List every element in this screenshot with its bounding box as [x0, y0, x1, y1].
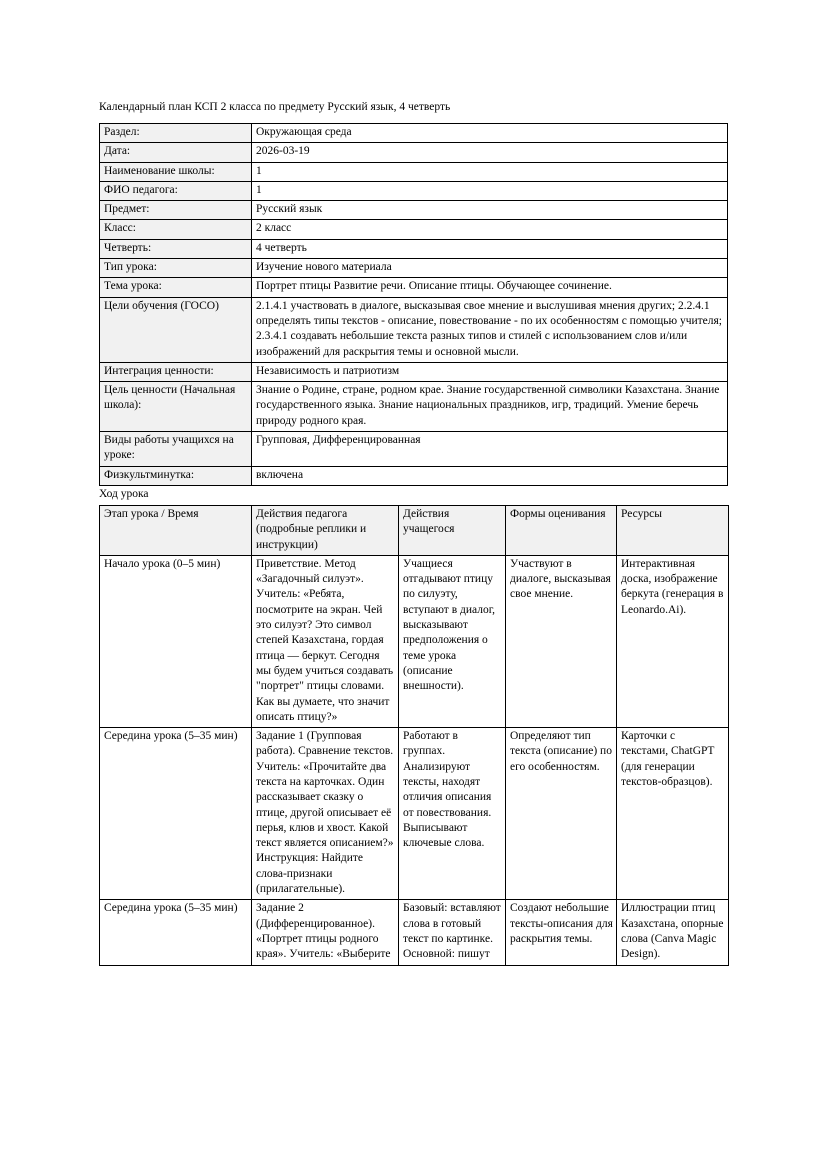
- table-row: [100, 278, 728, 297]
- lesson-flow-table: [99, 505, 729, 966]
- lesson-info-table: [99, 123, 728, 486]
- cell-student-actions: Базовый: вставляют слова в готовый текст по картинке. Основной: пишут: [399, 900, 506, 965]
- info-label: Виды работы учащихся на уроке:: [100, 432, 252, 467]
- cell-teacher-actions: Задание 1 (Групповая работа). Сравнение текстов. Учитель: «Прочитайте два текста на карточках. Один рассказывает сказку о птице, другой описывает её перья, клюв и хвост. Какой текст является описанием?» Инструкция: Найдите слова-признаки (прилагательные).: [252, 728, 399, 900]
- cell-resources: Иллюстрации птиц Казахстана, опорные слова (Canva Magic Design).: [617, 900, 729, 965]
- column-header-teacher-actions: Действия педагога (подробные реплики и инструкции): [252, 505, 399, 555]
- lesson-flow-clip: [99, 505, 735, 1071]
- table-row: [100, 728, 729, 900]
- table-row: [100, 900, 729, 965]
- info-label: Тип урока:: [100, 259, 252, 278]
- column-header-stage: Этап урока / Время: [100, 505, 252, 555]
- cell-teacher-actions: Приветствие. Метод «Загадочный силуэт». Учитель: «Ребята, посмотрите на экран. Чей это силуэт? Это символ степей Казахстана, гордая птица — беркут. Сегодня мы будем учиться создавать "портрет" птицы словами. Как вы думаете, что значит описать птицу?»: [252, 555, 399, 727]
- cell-assessment: Определяют тип текста (описание) по его особенностям.: [506, 728, 617, 900]
- table-row: [100, 466, 728, 485]
- info-value: Портрет птицы Развитие речи. Описание птицы. Обучающее сочинение.: [252, 278, 728, 297]
- column-header-resources: Ресурсы: [617, 505, 729, 555]
- info-value: 2 класс: [252, 220, 728, 239]
- table-row: [100, 124, 728, 143]
- table-row: [100, 143, 728, 162]
- cell-stage: Начало урока (0–5 мин): [100, 555, 252, 727]
- cell-stage: Середина урока (5–35 мин): [100, 728, 252, 900]
- cell-teacher-actions: Задание 2 (Дифференцированное). «Портрет птицы родного края». Учитель: «Выберите: [252, 900, 399, 965]
- info-label: Физкультминутка:: [100, 466, 252, 485]
- info-label: Четверть:: [100, 239, 252, 258]
- info-label: ФИО педагога:: [100, 181, 252, 200]
- table-header-row: [100, 505, 729, 555]
- info-value: Групповая, Дифференцированная: [252, 432, 728, 467]
- table-row: [100, 162, 728, 181]
- info-label: Цель ценности (Начальная школа):: [100, 382, 252, 432]
- table-row: [100, 259, 728, 278]
- info-label: Интеграция ценности:: [100, 362, 252, 381]
- info-value: 1: [252, 181, 728, 200]
- info-value: Изучение нового материала: [252, 259, 728, 278]
- info-label: Цели обучения (ГОСО): [100, 297, 252, 362]
- page-title: Календарный план КСП 2 класса по предмету Русский язык, 4 четверть: [99, 101, 451, 113]
- lesson-flow-caption: Ход урока: [99, 487, 149, 500]
- info-value: Русский язык: [252, 201, 728, 220]
- table-row: [100, 181, 728, 200]
- table-row: [100, 432, 728, 467]
- info-value: Окружающая среда: [252, 124, 728, 143]
- table-row: [100, 220, 728, 239]
- info-label: Тема урока:: [100, 278, 252, 297]
- cell-student-actions: Учащиеся отгадывают птицу по силуэту, вступают в диалог, высказывают предположения о теме урока (описание внешности).: [399, 555, 506, 727]
- table-row: [100, 297, 728, 362]
- column-header-student-actions: Действия учащегося: [399, 505, 506, 555]
- info-label: Наименование школы:: [100, 162, 252, 181]
- lesson-flow-body: [100, 555, 729, 965]
- column-header-assessment: Формы оценивания: [506, 505, 617, 555]
- table-row: [100, 382, 728, 432]
- info-value: 4 четверть: [252, 239, 728, 258]
- info-value: Независимость и патриотизм: [252, 362, 728, 381]
- cell-stage: Середина урока (5–35 мин): [100, 900, 252, 965]
- table-row: [100, 201, 728, 220]
- info-value: 1: [252, 162, 728, 181]
- table-row: [100, 362, 728, 381]
- cell-assessment: Участвуют в диалоге, высказывая свое мнение.: [506, 555, 617, 727]
- info-value: Знание о Родине, стране, родном крае. Знание государственной символики Казахстана. Знание государственного языка. Знание национальных праздников, игр, традиций. Умение беречь природу родного края.: [252, 382, 728, 432]
- cell-assessment: Создают небольшие тексты-описания для раскрытия темы.: [506, 900, 617, 965]
- table-row: [100, 239, 728, 258]
- info-label: Предмет:: [100, 201, 252, 220]
- cell-student-actions: Работают в группах. Анализируют тексты, находят отличия описания от повествования. Выписывают ключевые слова.: [399, 728, 506, 900]
- lesson-info-body: [100, 124, 728, 486]
- info-value: 2026-03-19: [252, 143, 728, 162]
- lesson-flow-head: [100, 505, 729, 555]
- cell-resources: Интерактивная доска, изображение беркута (генерация в Leonardo.Ai).: [617, 555, 729, 727]
- info-value: 2.1.4.1 участвовать в диалоге, высказывая свое мнение и выслушивая мнения других; 2.2.4.1 определять типы текстов - описание, повествование - по их особенностям с помощью учителя; 2.3.4.1 создавать небольшие текста разных типов и стилей с использованием слов и/или изображений для раскрытия темы и основной мысли.: [252, 297, 728, 362]
- table-row: [100, 555, 729, 727]
- info-label: Дата:: [100, 143, 252, 162]
- info-label: Раздел:: [100, 124, 252, 143]
- cell-resources: Карточки с текстами, ChatGPT (для генерации текстов-образцов).: [617, 728, 729, 900]
- info-value: включена: [252, 466, 728, 485]
- info-label: Класс:: [100, 220, 252, 239]
